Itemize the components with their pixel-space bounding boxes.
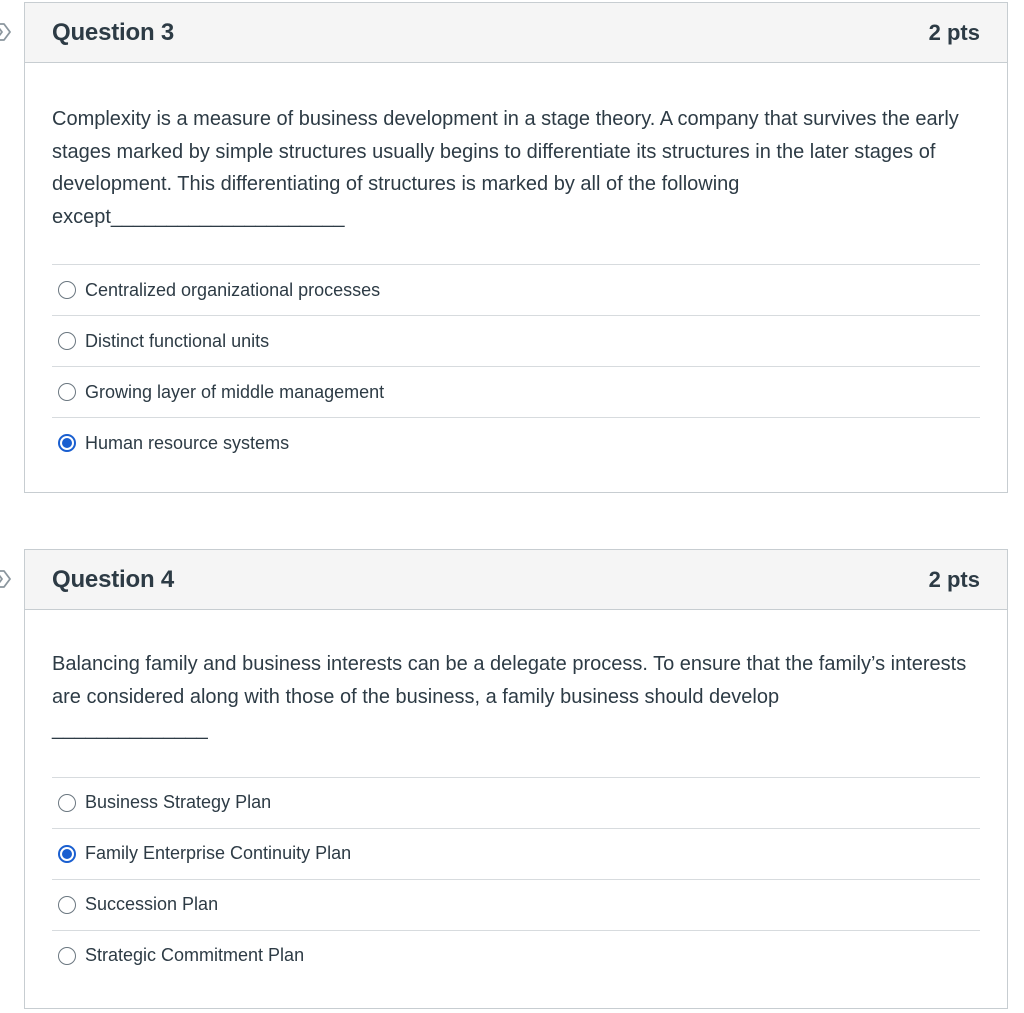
answer-label: Business Strategy Plan <box>85 792 272 812</box>
question-4 <box>24 549 1008 1009</box>
answer-label: Strategic Commitment Plan <box>85 945 305 965</box>
radio-button[interactable] <box>58 794 76 812</box>
question-text <box>52 610 980 746</box>
answer-list <box>52 264 980 468</box>
answer-option[interactable] <box>52 879 980 930</box>
answer-option[interactable] <box>52 315 980 366</box>
radio-button-selected[interactable] <box>58 434 76 452</box>
answer-label: Human resource systems <box>85 432 290 453</box>
answer-label: Growing layer of middle management <box>85 381 385 402</box>
answer-option[interactable] <box>52 777 980 828</box>
flag-question-3-icon[interactable] <box>0 21 14 43</box>
question-text-body: Balancing family and business interests can be a delegate process. To ensure that the family’s interests are considered along with those of the business, a family business should develop <box>52 653 967 708</box>
question-points: 2 pts <box>928 19 980 45</box>
flag-question-4-icon[interactable] <box>0 568 14 590</box>
question-title: Question 4 <box>52 565 175 593</box>
answer-option[interactable] <box>52 264 980 315</box>
question-header <box>25 550 1007 610</box>
answer-option[interactable] <box>52 417 980 468</box>
answer-option[interactable] <box>52 828 980 879</box>
radio-button-selected[interactable] <box>58 845 76 863</box>
radio-button[interactable] <box>58 281 76 299</box>
answer-option[interactable] <box>52 366 980 417</box>
answer-option[interactable] <box>52 930 980 981</box>
radio-button[interactable] <box>58 947 76 965</box>
answer-blank: ______________ <box>52 718 208 740</box>
answer-label: Distinct functional units <box>85 330 270 351</box>
radio-button[interactable] <box>58 332 76 350</box>
answer-label: Family Enterprise Continuity Plan <box>85 843 352 863</box>
radio-button[interactable] <box>58 896 76 914</box>
question-3 <box>24 2 1008 493</box>
answer-label: Succession Plan <box>85 894 219 914</box>
answer-label: Centralized organizational processes <box>85 279 381 300</box>
answer-list <box>52 777 980 981</box>
radio-button[interactable] <box>58 383 76 401</box>
question-text: Complexity is a measure of business development in a stage theory. A company that survives the early stages marked by simple structures usually begins to differentiate its structures in the later stages of development. This differentiating of structures is marked by all of the following except_____________________ <box>52 108 959 228</box>
question-title: Question 3 <box>52 18 175 46</box>
question-points: 2 pts <box>928 566 980 592</box>
question-header <box>25 3 1007 63</box>
